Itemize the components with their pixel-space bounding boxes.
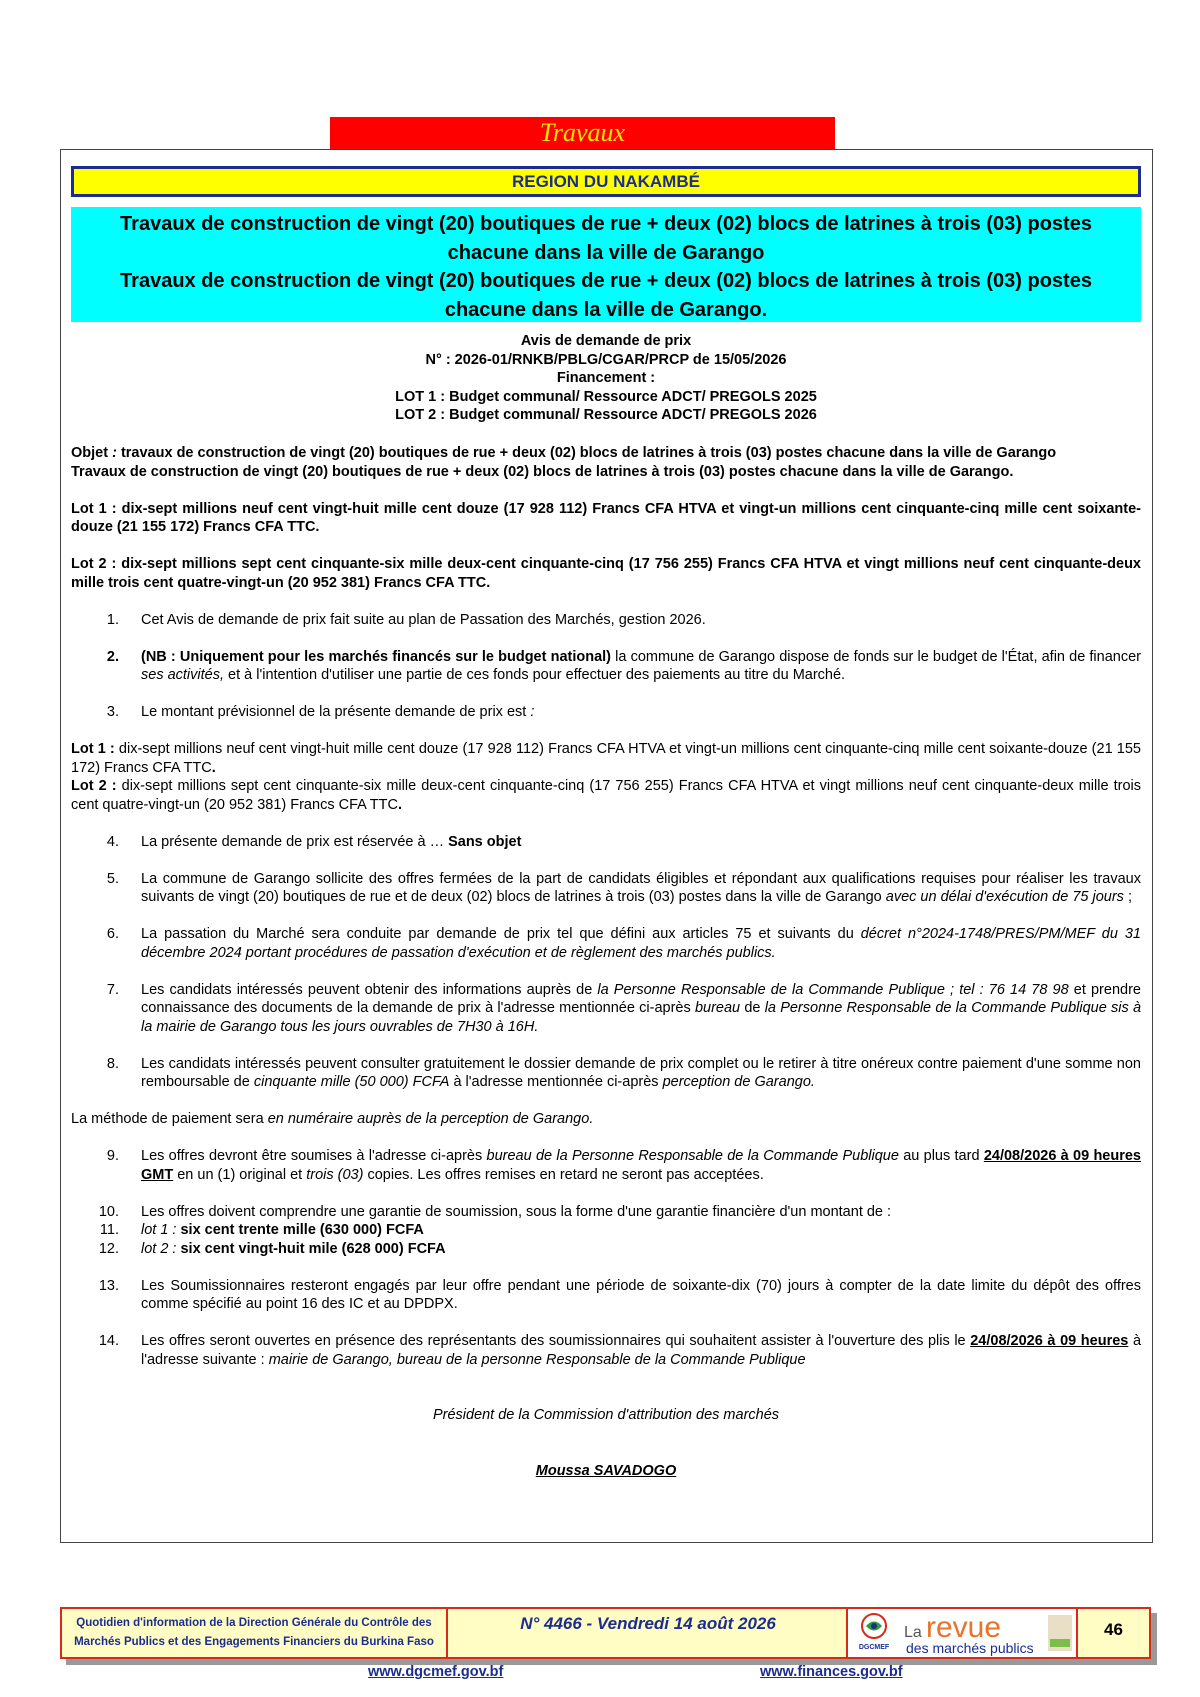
lot1-detail: Lot 1 : dix-sept millions neuf cent vingt-huit mille cent douze (17 928 112) Francs CFA HTVA et vingt-un millions cent cinquante-cinq mille cent soixante-douze (21 155 172) Francs CFA TTC. bbox=[71, 741, 1141, 776]
notice-title-line-1: Travaux de construction de vingt (20) boutiques de rue + deux (02) blocs de latrines à trois (03) postes chacune dans la ville de Garango bbox=[120, 213, 1092, 264]
list-item bbox=[71, 1332, 1141, 1369]
list-item bbox=[71, 1203, 1141, 1222]
logo-dept-text: DGCMEF bbox=[858, 1644, 890, 1651]
section-tab: Travaux bbox=[330, 117, 835, 149]
signatory-role: Président de la Commission d'attribution des marchés bbox=[432, 1407, 780, 1423]
payment-method: La méthode de paiement sera en numéraire auprès de la perception de Garango. bbox=[71, 1111, 594, 1127]
objet-sep: : bbox=[108, 445, 121, 461]
logo-subtitle-text: des marchés publics bbox=[906, 1640, 1034, 1656]
dgcmef-link[interactable]: www.dgcmef.gov.bf bbox=[368, 1664, 504, 1680]
logo-revue-text: revue bbox=[926, 1611, 1002, 1644]
footer-publisher bbox=[62, 1609, 448, 1657]
notice-number: N° : 2026-01/RNKB/PBLG/CGAR/PRCP de 15/05/2026 bbox=[425, 351, 787, 368]
item-number: 7. bbox=[106, 981, 119, 998]
item-number: 13. bbox=[98, 1277, 119, 1294]
notice-title-line-2: Travaux de construction de vingt (20) boutiques de rue + deux (02) blocs de latrines à trois (03) postes chacune dans la ville de Garango. bbox=[120, 270, 1092, 321]
item-number: 14. bbox=[98, 1333, 119, 1349]
lot2-summary: Lot 2 : dix-sept millions sept cent cinquante-six mille deux-cent cinquante-cinq (17 756 255) Francs CFA HTVA et vingt millions neuf cent cinquante-deux mille trois cent quatre-vingt-un (20 952 381) Francs CFA TTC. bbox=[71, 556, 1141, 591]
objet-label: Objet bbox=[71, 445, 109, 461]
list-item bbox=[71, 1055, 1141, 1092]
lot1-summary: Lot 1 : dix-sept millions neuf cent vingt-huit mille cent douze (17 928 112) Francs CFA HTVA et vingt-un millions cent cinquante-cinq mille cent soixante-douze (21 155 172) Francs CFA TTC. bbox=[71, 500, 1141, 535]
notice-body bbox=[71, 444, 1141, 1480]
item-number: 9. bbox=[106, 1148, 119, 1164]
item-text: Le montant prévisionnel de la présente demande de prix est : bbox=[141, 704, 535, 720]
list-item bbox=[71, 833, 1141, 852]
item-number: 6. bbox=[106, 926, 119, 942]
item-text: La passation du Marché sera conduite par demande de prix tel que défini aux articles 75 et suivants du décret n°2024-1748/PRES/PM/MEF du 31 décembre 2024 portant procédures de passation d'exécution et de règlement des marchés publics. bbox=[141, 926, 1142, 961]
list-item bbox=[71, 1277, 1141, 1314]
item-text: lot 2 : six cent vingt-huit mile (628 000) FCFA bbox=[141, 1240, 446, 1257]
item-number: 11. bbox=[99, 1222, 119, 1238]
notice-type: Avis de demande de prix bbox=[520, 333, 692, 349]
list-item bbox=[71, 703, 1141, 722]
item-text: La commune de Garango sollicite des offres fermées de la part de candidats éligibles et répondant aux qualifications requises pour réaliser les travaux suivants de vingt (20) boutiques de rue et de deux (02) blocs de latrines à trois (03) postes dans la ville de Garango avec un délai d'exécution de 75 jours ; bbox=[141, 870, 1141, 905]
item-text: Cet Avis de demande de prix fait suite au plan de Passation des Marchés, gestion 2026. bbox=[141, 611, 706, 628]
item-text: Les candidats intéressés peuvent consulter gratuitement le dossier demande de prix complet ou le retirer à titre onéreux contre paiement d'une somme non remboursable de cinquante mille (50 000) FCFA à l'adresse mentionnée ci-après perception de Garango. bbox=[141, 1055, 1141, 1090]
revue-logo-graphic bbox=[848, 1609, 1076, 1657]
lot2-detail: Lot 2 : dix-sept millions sept cent cinquante-six mille deux-cent cinquante-cinq (17 756 255) Francs CFA HTVA et vingt millions neuf cent cinquante-deux mille trois cent quatre-vingt-un (20 952 381) Francs CFA TTC. bbox=[71, 778, 1141, 813]
item-number: 10. bbox=[98, 1203, 119, 1220]
list-item bbox=[71, 648, 1141, 685]
list-item bbox=[71, 1221, 1141, 1240]
region-banner: REGION DU NAKAMBÉ bbox=[71, 166, 1141, 197]
item-text: Les candidats intéressés peuvent obtenir des informations auprès de la Personne Responsable de la Commande Publique ; tel : 76 14 78 98 et prendre connaissance des documents de la demande de prix à l'adresse mentionnée ci-après bureau de la Personne Responsable de la Commande Publique sis à la mairie de Garango tous les jours ouvrables de 7H30 à 16H. bbox=[141, 981, 1142, 1035]
notice-title-box bbox=[71, 207, 1141, 322]
item-number: 4. bbox=[106, 833, 119, 850]
lot2-financing: LOT 2 : Budget communal/ Ressource ADCT/ PREGOLS 2026 bbox=[395, 407, 817, 423]
financing-label: Financement : bbox=[556, 370, 656, 386]
list-item bbox=[71, 870, 1141, 907]
item-text: lot 1 : six cent trente mille (630 000) FCFA bbox=[141, 1222, 424, 1238]
notice-header bbox=[71, 332, 1141, 425]
item-text: Les offres seront ouvertes en présence des représentants des soumissionnaires qui souhaitent assister à l'ouverture des plis le 24/08/2026 à 09 heures à l'adresse suivante : mairie de Garango, bureau de la personne Responsable de la Commande Publique bbox=[141, 1333, 1142, 1368]
publisher-line-1: Quotidien d'information de la Direction Générale du Contrôle des bbox=[76, 1617, 432, 1629]
lot1-financing: LOT 1 : Budget communal/ Ressource ADCT/ PREGOLS 2025 bbox=[395, 388, 817, 405]
signatory-name: Moussa SAVADOGO bbox=[535, 1462, 677, 1479]
list-item bbox=[71, 1147, 1141, 1184]
list-item bbox=[71, 925, 1141, 962]
objet-paragraph bbox=[71, 444, 1141, 463]
publisher-line-2: Marchés Publics et des Engagements Financiers du Burkina Faso bbox=[74, 1636, 434, 1648]
objet-line-2: Travaux de construction de vingt (20) boutiques de rue + deux (02) blocs de latrines à trois (03) postes chacune dans la ville de Garango. bbox=[71, 463, 1014, 480]
item-number: 8. bbox=[106, 1055, 119, 1072]
objet-line-1: travaux de construction de vingt (20) boutiques de rue + deux (02) blocs de latrines à trois (03) postes chacune dans la ville de Garango bbox=[120, 445, 1057, 461]
list-item bbox=[71, 1240, 1141, 1259]
list-item bbox=[71, 611, 1141, 630]
item-text: Les offres devront être soumises à l'adresse ci-après bureau de la Personne Responsable de la Commande Publique au plus tard 24/08/2026 à 09 heures GMT en un (1) original et trois (03) copies. Les offres remises en retard ne seront pas acceptées. bbox=[141, 1148, 1141, 1183]
item-number: 5. bbox=[106, 870, 119, 887]
item-number: 3. bbox=[106, 704, 119, 720]
finances-link[interactable]: www.finances.gov.bf bbox=[760, 1664, 903, 1680]
footer-bar bbox=[60, 1607, 1151, 1659]
list-item bbox=[71, 981, 1141, 1037]
issue-info: N° 4466 - Vendredi 14 août 2026 bbox=[450, 1609, 848, 1657]
item-number: 1. bbox=[106, 611, 119, 628]
item-text: Les offres doivent comprendre une garantie de soumission, sous la forme d'une garantie financière d'un montant de : bbox=[141, 1203, 892, 1220]
item-text: (NB : Uniquement pour les marchés financés sur le budget national) la commune de Garango dispose de fonds sur le budget de l'État, afin de financer ses activités, et à l'intention d'utiliser une partie de ces fonds pour effectuer des paiements au titre du Marché. bbox=[141, 648, 1141, 683]
item-number: 2. bbox=[106, 648, 119, 665]
revue-logo bbox=[848, 1609, 1078, 1657]
item-number: 12. bbox=[98, 1240, 119, 1257]
item-text: Les Soumissionnaires resteront engagés par leur offre pendant une période de soixante-dix (70) jours à compter de la date limite du dépôt des offres comme spécifié au point 16 des IC et au DPDPX. bbox=[141, 1277, 1141, 1312]
item-text: La présente demande de prix est réservée à … Sans objet bbox=[141, 833, 522, 850]
page-number: 46 bbox=[1104, 1620, 1123, 1639]
logo-la-text: La bbox=[904, 1624, 922, 1641]
